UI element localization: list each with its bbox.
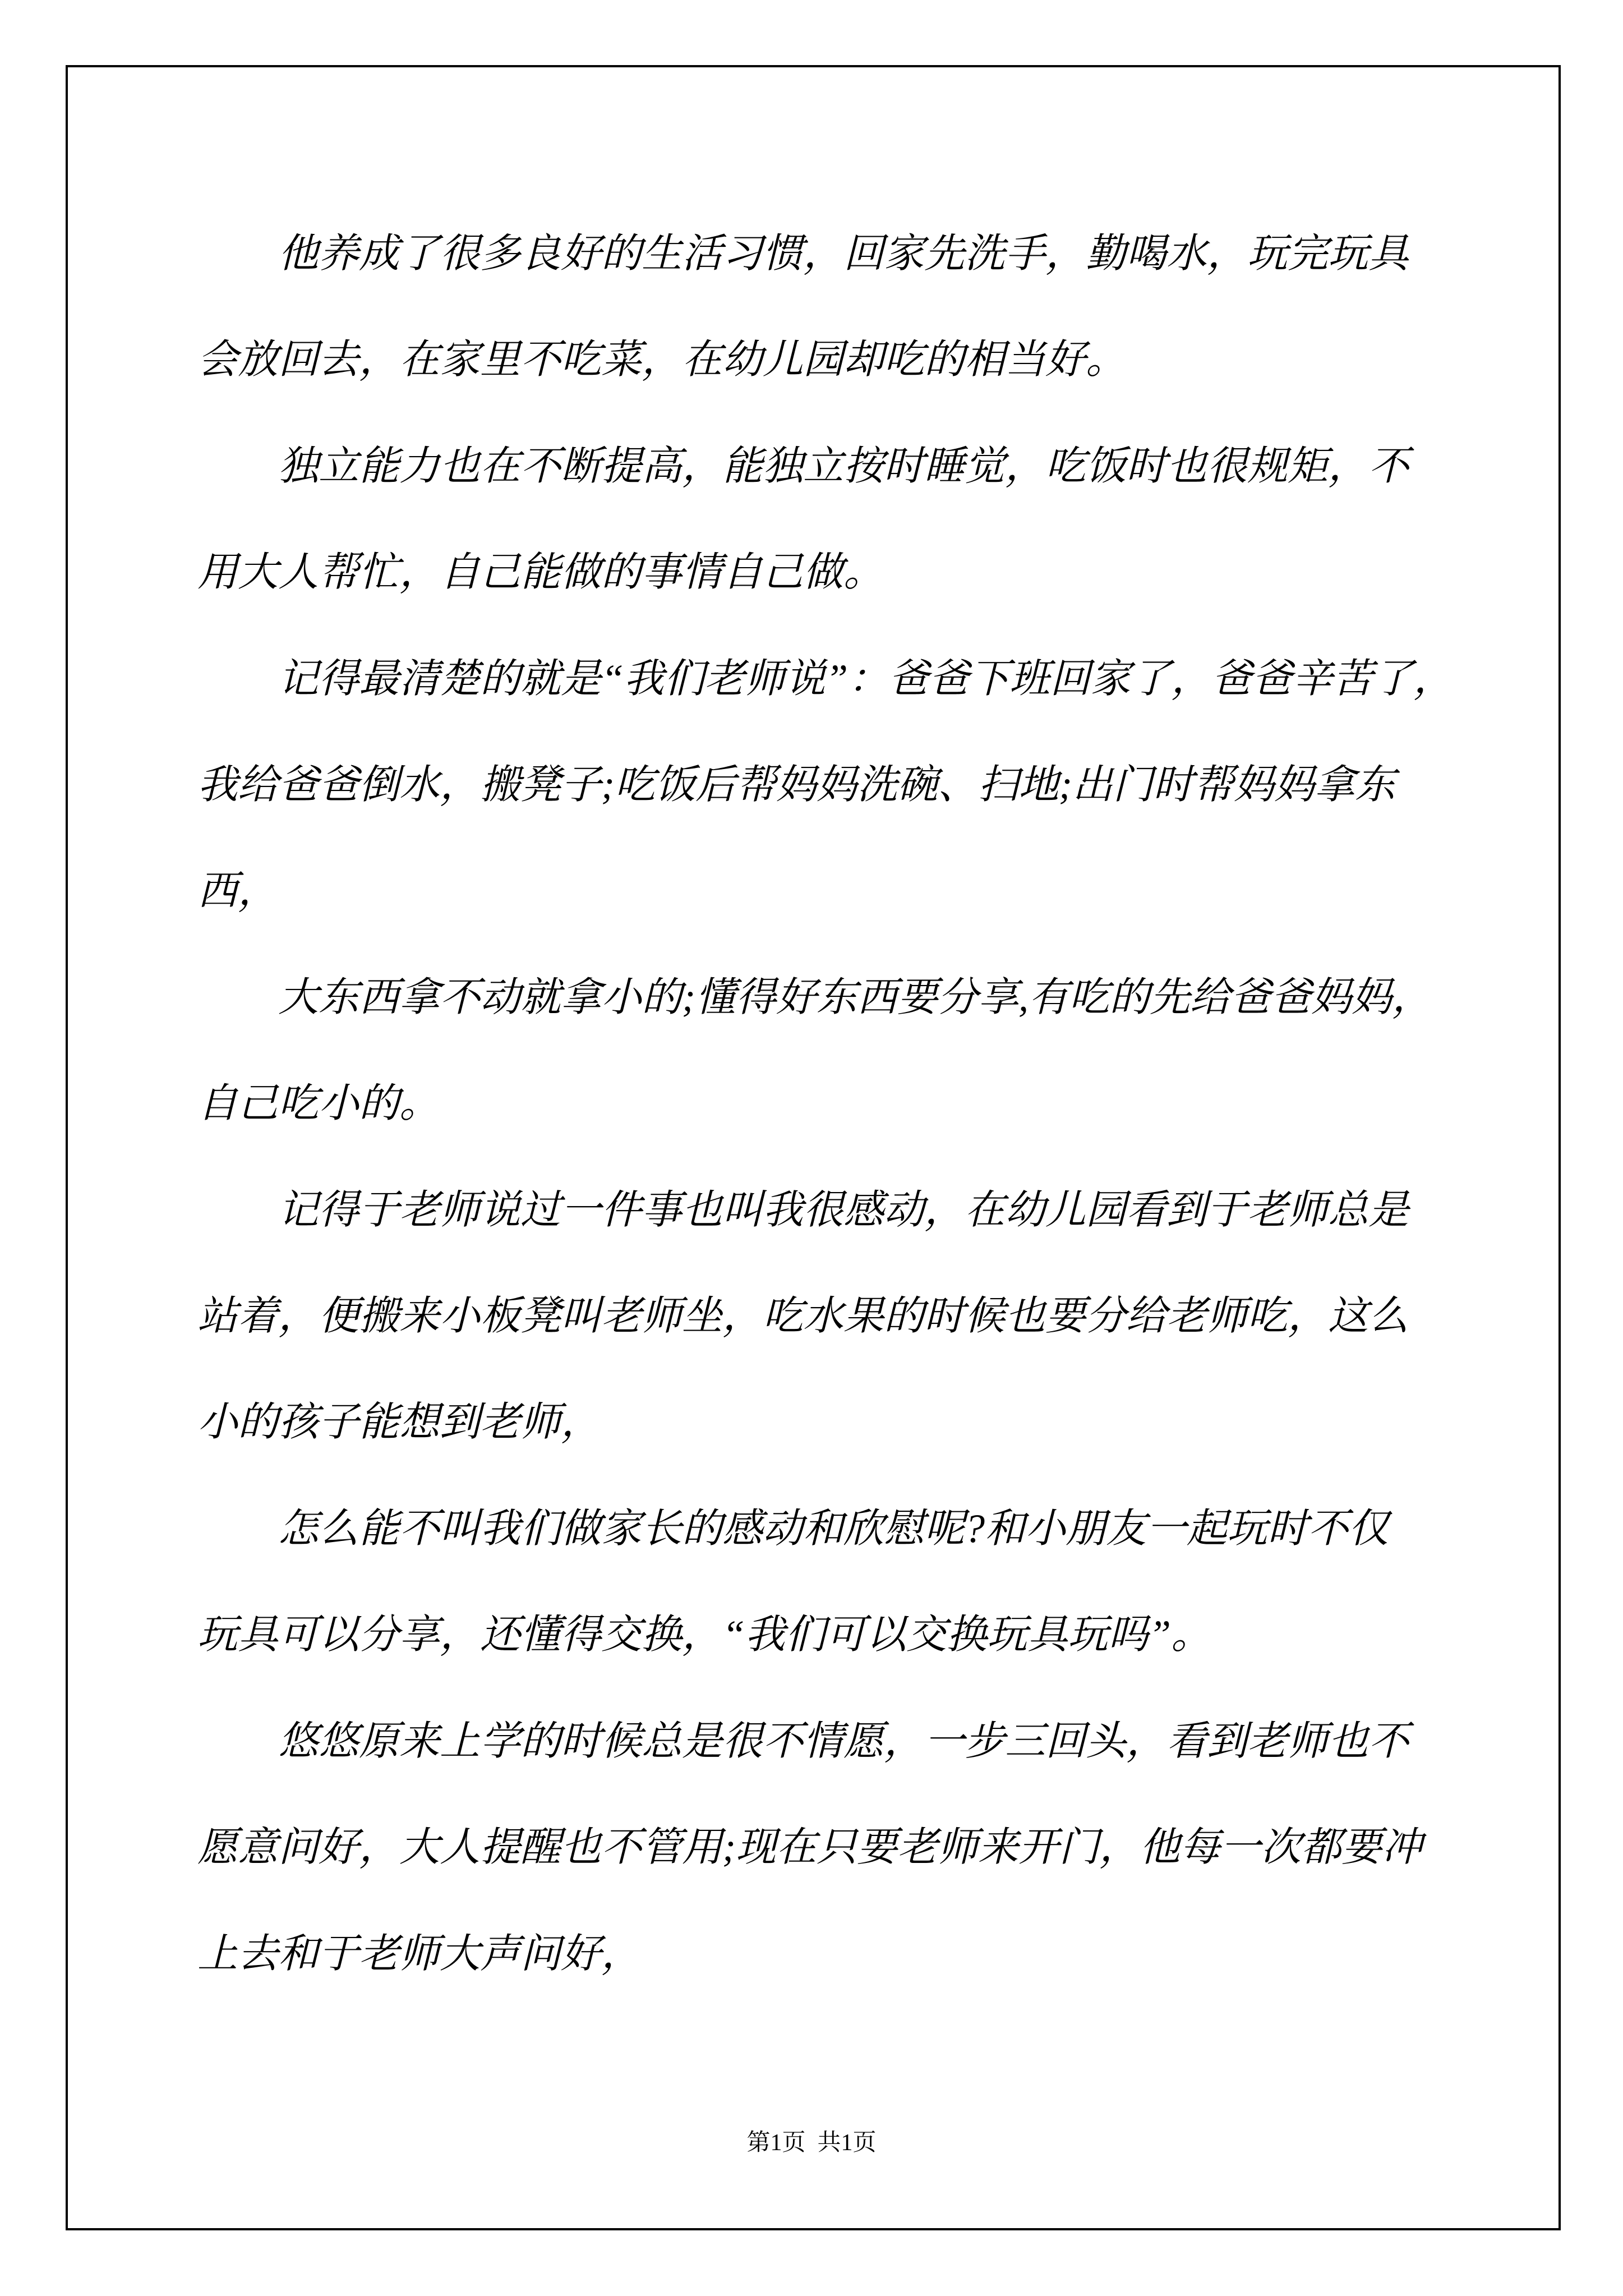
paragraph — [197, 626, 1504, 945]
text-line: 西， — [197, 868, 279, 914]
text-line: 我给爸爸倒水，搬凳子;吃饭后帮妈妈洗碗、扫地;出门时帮妈妈拿东 — [197, 762, 1395, 808]
paragraph — [197, 413, 1504, 626]
page-number: 第1页 共1页 — [746, 2130, 877, 2156]
text-line: 站着，便搬来小板凳叫老师坐，吃水果的时候也要分给老师吃，这么 — [197, 1294, 1409, 1339]
text-line: 独立能力也在不断提高，能独立按时睡觉，吃饭时也很规矩，不 — [278, 443, 1409, 489]
text-line: 愿意问好，大人提醒也不管用;现在只要老师来开门，他每一次都要冲 — [197, 1825, 1422, 1870]
text-line: 记得最清楚的就是“我们老师说”：爸爸下班回家了，爸爸辛苦了， — [278, 656, 1454, 701]
text-line: 上去和于老师大声问好， — [197, 1931, 642, 1976]
text-line: 怎么能不叫我们做家长的感动和欣慰呢?和小朋友一起玩时不仅 — [278, 1506, 1389, 1551]
paragraph — [197, 201, 1504, 413]
paragraph — [197, 1476, 1504, 1688]
text-line: 用大人帮忙，自己能做的事情自己做。 — [197, 550, 884, 595]
paragraph — [197, 1157, 1504, 1476]
paragraph — [197, 945, 1504, 1157]
text-line: 他养成了很多良好的生活习惯，回家先洗手，勤喝水，玩完玩具 — [278, 231, 1409, 276]
text-line: 小的孩子能想到老师， — [197, 1400, 602, 1445]
paragraph — [197, 1688, 1504, 2007]
text-line: 记得于老师说过一件事也叫我很感动，在幼儿园看到于老师总是 — [278, 1187, 1409, 1232]
text-line: 悠悠原来上学的时候总是很不情愿，一步三回头，看到老师也不 — [278, 1718, 1409, 1764]
text-line: 玩具可以分享，还懂得交换，“我们可以交换玩具玩吗”。 — [197, 1612, 1212, 1658]
page-footer — [0, 2129, 1623, 2157]
text-line: 自己吃小的。 — [197, 1081, 440, 1126]
text-line: 大东西拿不动就拿小的;懂得好东西要分享,有吃的先给爸爸妈妈， — [278, 974, 1432, 1020]
text-body — [197, 201, 1504, 2007]
text-line: 会放回去，在家里不吃菜，在幼儿园却吃的相当好。 — [197, 337, 1127, 383]
